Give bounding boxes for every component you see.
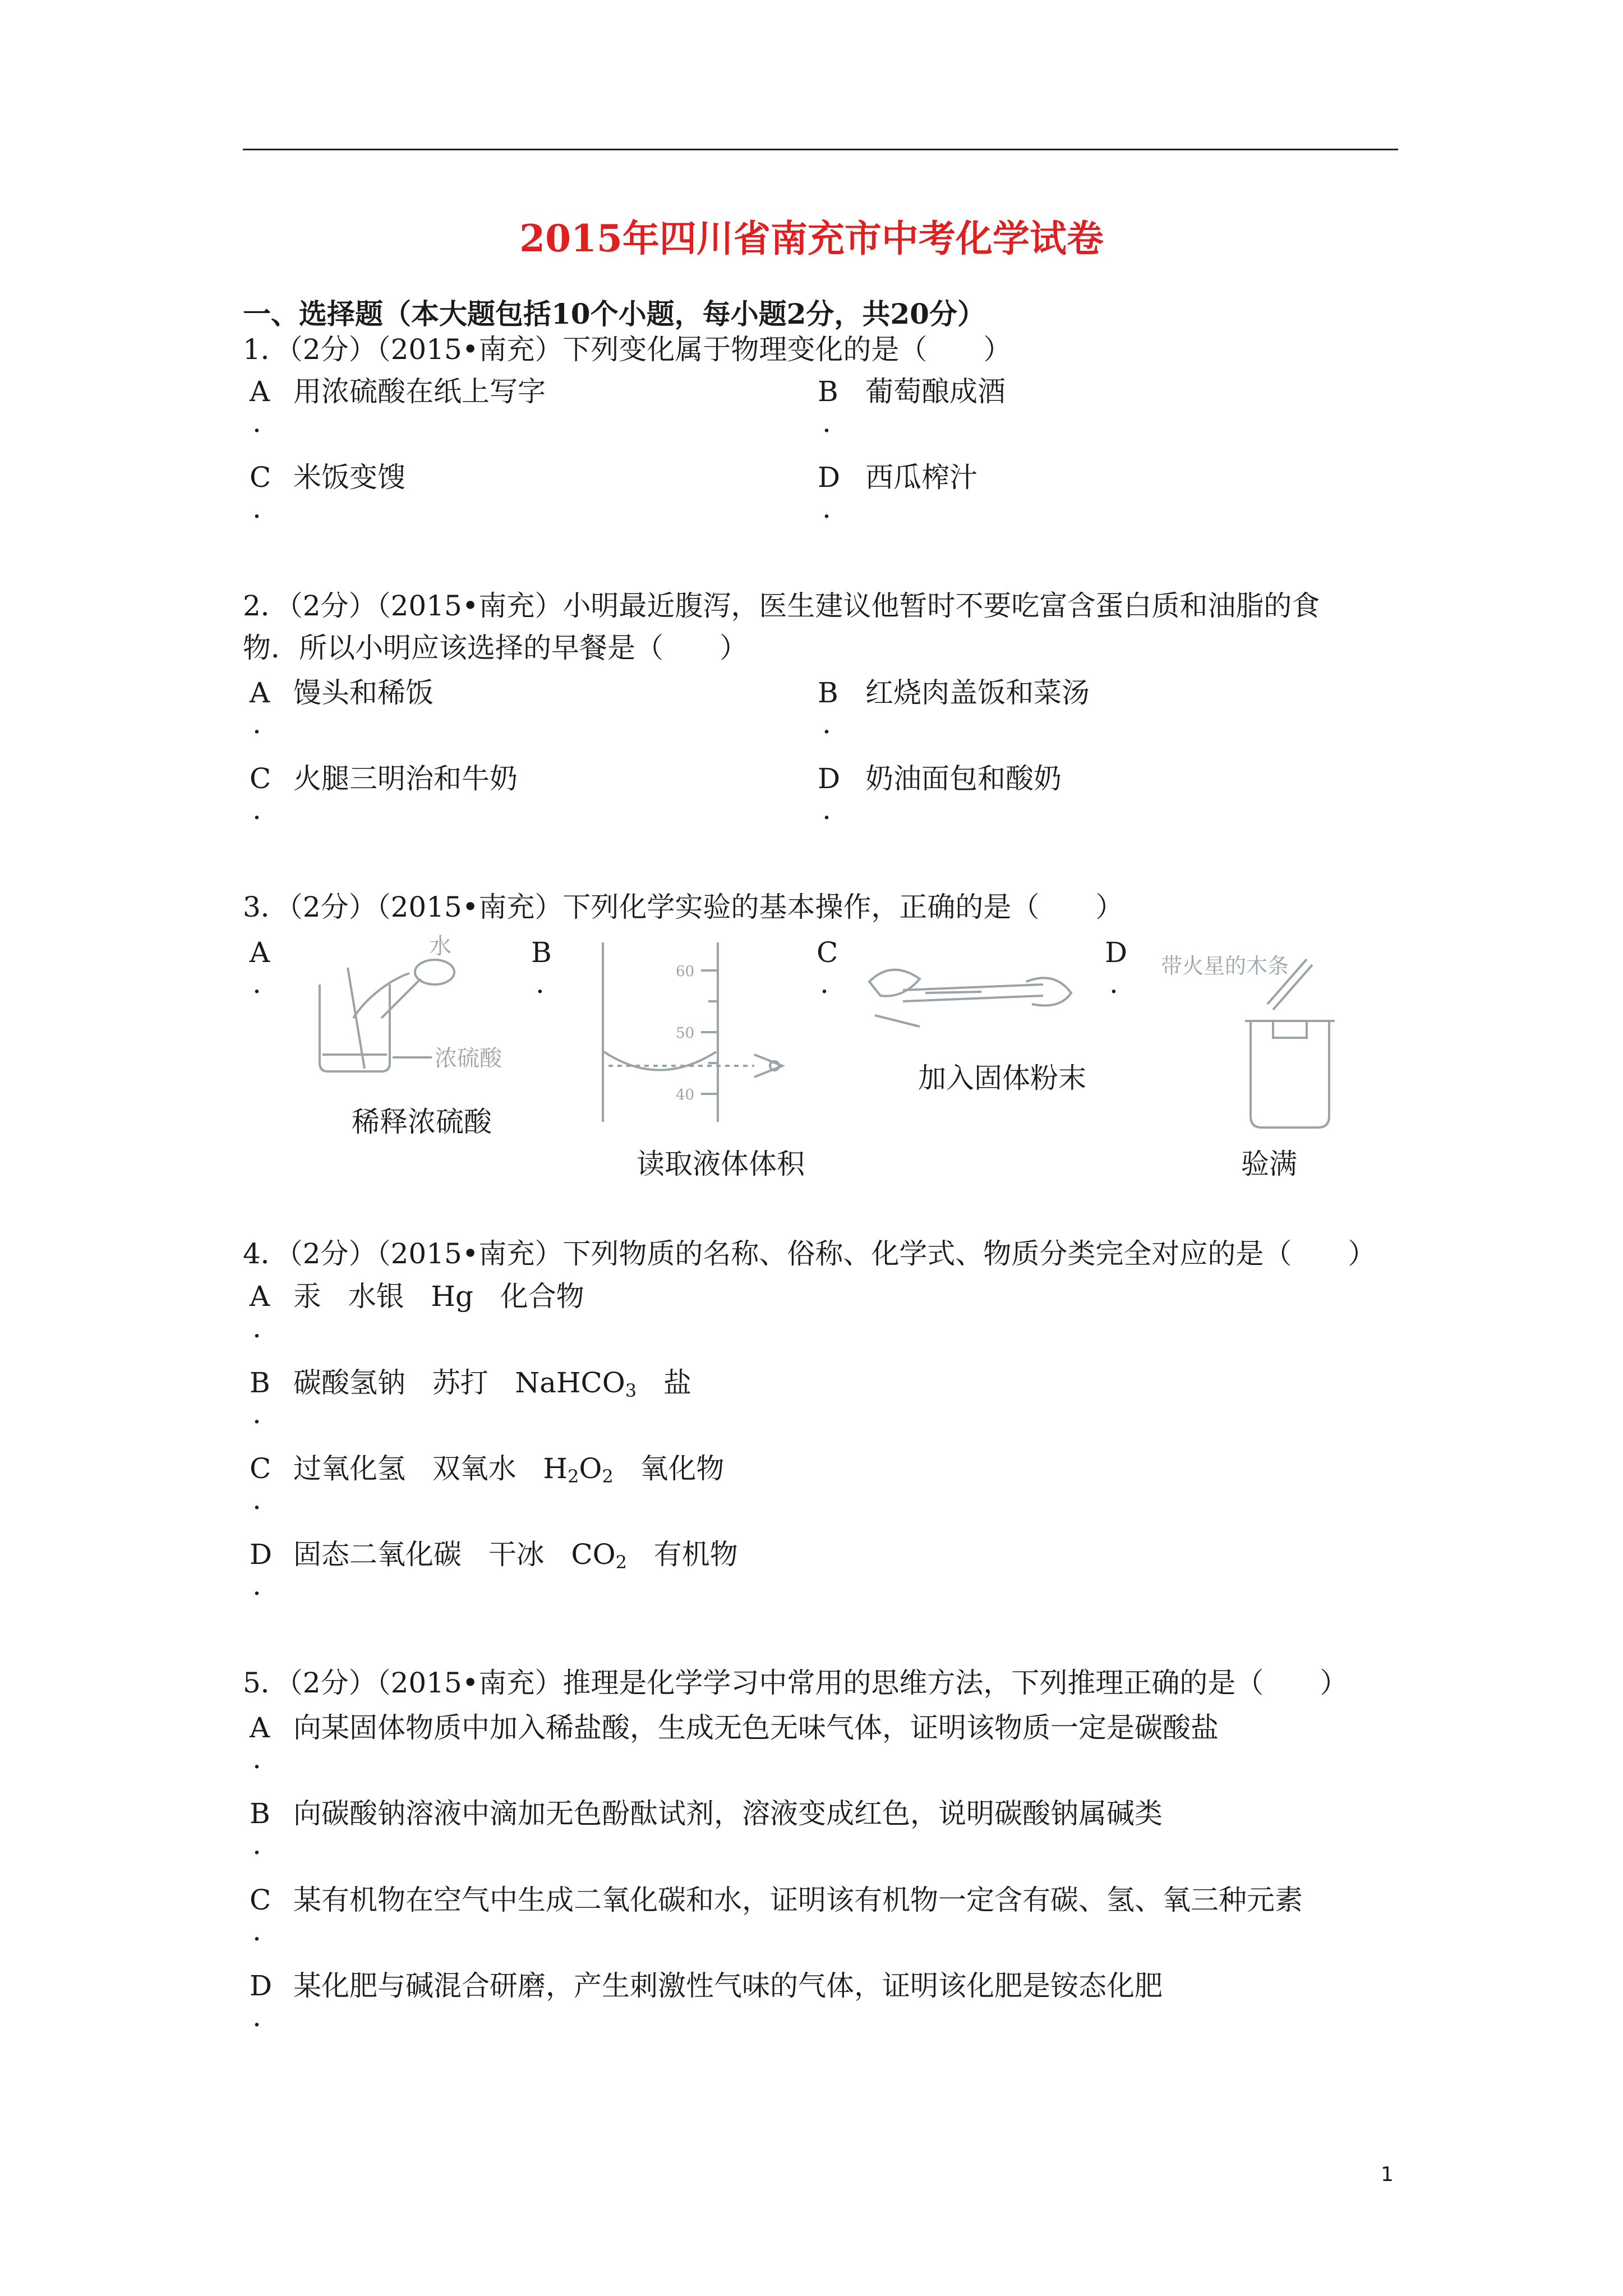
q2-option-b-dot: . bbox=[822, 707, 831, 740]
q5-option-b-text: 向碳酸钠溶液中滴加无色酚酞试剂，溶液变成红色，说明碳酸钠属碱类 bbox=[293, 1797, 1163, 1830]
q4-c-category: 氧化物 bbox=[640, 1452, 725, 1485]
q4-option-c-letter: C bbox=[250, 1452, 271, 1485]
q4-d-name: 固态二氧化碳 bbox=[293, 1538, 462, 1571]
q3-option-a-caption: 稀释浓硫酸 bbox=[352, 1106, 492, 1138]
q2-option-c-text: 火腿三明治和牛奶 bbox=[293, 762, 518, 795]
q3-option-b-caption: 读取液体体积 bbox=[637, 1148, 805, 1180]
cylinder-figure bbox=[597, 937, 810, 1128]
header-rule bbox=[243, 149, 1398, 150]
q2-option-d-dot: . bbox=[822, 793, 831, 826]
q4-c-formula-sub: 2 bbox=[567, 1466, 579, 1487]
q3-option-b-dot: . bbox=[536, 967, 545, 1000]
q3-stem: 3．（2分）（2015•南充）下列化学实验的基本操作，正确的是（ ） bbox=[243, 891, 1124, 923]
q1-stem: 1．（2分）（2015•南充）下列变化属于物理变化的是（ ） bbox=[243, 333, 1012, 366]
fig-a-acid-label: 浓硫酸 bbox=[435, 1046, 502, 1071]
q5-option-c-text: 某有机物在空气中生成二氧化碳和水，证明该有机物一定含有碳、氢、氧三种元素 bbox=[293, 1884, 1303, 1916]
q4-a-formula: Hg bbox=[431, 1280, 473, 1313]
q3-option-b-letter: B bbox=[531, 936, 552, 969]
q2-option-a-text: 馒头和稀饭 bbox=[293, 677, 434, 709]
fig-a-water-label: 水 bbox=[429, 934, 451, 959]
q2-option-b-text: 红烧肉盖饭和菜汤 bbox=[865, 677, 1090, 709]
q4-b-category: 盐 bbox=[663, 1366, 691, 1399]
q2-option-a-dot: . bbox=[252, 707, 261, 740]
q1-option-d-letter: D bbox=[818, 461, 841, 494]
q4-option-b-dot: . bbox=[252, 1397, 261, 1430]
q1-option-c-letter: C bbox=[250, 461, 271, 494]
q4-d-formula: CO bbox=[571, 1538, 616, 1571]
q4-d-common: 干冰 bbox=[488, 1538, 545, 1571]
exam-title: 2015年四川省南充市中考化学试卷 bbox=[519, 217, 1104, 260]
q3-option-c-dot: . bbox=[820, 967, 829, 1000]
q4-c-common: 双氧水 bbox=[432, 1452, 517, 1485]
q4-c-formula-tail: O bbox=[579, 1452, 602, 1485]
q2-option-b-letter: B bbox=[818, 677, 838, 709]
q1-option-b-dot: . bbox=[822, 406, 831, 439]
q5-option-c-letter: C bbox=[250, 1884, 271, 1916]
q5-option-d-text: 某化肥与碱混合研磨，产生刺激性气味的气体，证明该化肥是铵态化肥 bbox=[293, 1970, 1163, 2002]
q4-c-formula-sub2: 2 bbox=[602, 1466, 614, 1487]
q4-option-d-dot: . bbox=[252, 1569, 261, 1602]
cylinder-tick-40: 40 bbox=[676, 1087, 695, 1103]
q4-option-a-row bbox=[293, 1282, 584, 1313]
q4-option-c-row bbox=[293, 1452, 725, 1487]
q1-option-a-letter: A bbox=[250, 375, 270, 408]
q3-option-d-caption: 验满 bbox=[1241, 1148, 1297, 1180]
q5-option-b-letter: B bbox=[250, 1797, 270, 1830]
q1-option-d-dot: . bbox=[822, 492, 831, 524]
q4-option-a-dot: . bbox=[252, 1312, 261, 1344]
q5-option-a-letter: A bbox=[250, 1711, 270, 1744]
q4-c-name: 过氧化氢 bbox=[293, 1452, 405, 1485]
q4-d-category: 有机物 bbox=[653, 1538, 738, 1571]
q3-option-d-letter: D bbox=[1105, 936, 1128, 969]
q3-option-d-dot: . bbox=[1109, 967, 1118, 1000]
q5-option-c-dot: . bbox=[252, 1915, 261, 1947]
q5-option-a-dot: . bbox=[252, 1742, 261, 1775]
q2-option-c-dot: . bbox=[252, 793, 261, 826]
powder-figure bbox=[858, 948, 1082, 1032]
q4-option-d-row bbox=[293, 1540, 738, 1571]
fig-d-splint-label: 带火星的木条 bbox=[1161, 954, 1289, 978]
q4-c-formula: H bbox=[543, 1452, 568, 1485]
q4-option-d-letter: D bbox=[250, 1538, 273, 1571]
page-number: 1 bbox=[1381, 2163, 1394, 2186]
q5-stem: 5．（2分）（2015•南充）推理是化学学习中常用的思维方法，下列推理正确的是（ ） bbox=[243, 1667, 1348, 1699]
q2-option-a-letter: A bbox=[250, 677, 270, 709]
q4-d-formula-sub: 2 bbox=[615, 1552, 627, 1573]
cylinder-tick-60: 60 bbox=[676, 963, 695, 980]
q4-option-b-letter: B bbox=[250, 1366, 270, 1399]
q4-b-formula: NaHCO bbox=[515, 1366, 625, 1399]
q1-option-a-dot: . bbox=[252, 406, 261, 439]
cylinder-tick-50: 50 bbox=[676, 1025, 695, 1042]
q1-option-c-dot: . bbox=[252, 492, 261, 524]
q4-option-b-row bbox=[293, 1366, 691, 1401]
q2-option-c-letter: C bbox=[250, 762, 271, 795]
section-heading: 一、选择题（本大题包括10个小题，每小题2分，共20分） bbox=[243, 297, 985, 330]
q5-option-d-letter: D bbox=[250, 1970, 273, 2002]
q4-stem: 4．（2分）（2015•南充）下列物质的名称、俗称、化学式、物质分类完全对应的是（ ） bbox=[243, 1237, 1376, 1270]
q4-option-a-letter: A bbox=[250, 1280, 270, 1313]
q1-option-b-text: 葡萄酿成酒 bbox=[865, 375, 1006, 408]
q4-a-name: 汞 bbox=[293, 1280, 321, 1313]
q4-b-name: 碳酸氢钠 bbox=[293, 1366, 405, 1399]
q2-option-d-text: 奶油面包和酸奶 bbox=[865, 762, 1062, 795]
q1-option-b-letter: B bbox=[818, 375, 838, 408]
q3-option-c-caption: 加入固体粉末 bbox=[918, 1062, 1086, 1094]
q3-option-a-letter: A bbox=[250, 936, 270, 969]
q4-b-formula-sub: 3 bbox=[625, 1380, 637, 1401]
q3-option-a-dot: . bbox=[252, 967, 261, 1000]
q1-option-d-text: 西瓜榨汁 bbox=[865, 461, 978, 494]
q4-option-c-dot: . bbox=[252, 1483, 261, 1516]
q5-option-b-dot: . bbox=[252, 1828, 261, 1861]
q5-option-d-dot: . bbox=[252, 2000, 261, 2033]
q1-option-c-text: 米饭变馊 bbox=[293, 461, 405, 494]
q2-option-d-letter: D bbox=[818, 762, 841, 795]
dilute-acid-figure bbox=[297, 934, 533, 1080]
q1-option-a-text: 用浓硫酸在纸上写字 bbox=[293, 375, 546, 408]
q4-a-common: 水银 bbox=[348, 1280, 404, 1313]
q4-a-category: 化合物 bbox=[500, 1280, 584, 1313]
q2-stem-line1: 2．（2分）（2015•南充）小明最近腹泻，医生建议他暂时不要吃富含蛋白质和油脂的食 bbox=[243, 590, 1320, 622]
q2-stem-line2: 物．所以小明应该选择的早餐是（ ） bbox=[243, 632, 748, 664]
q4-b-common: 苏打 bbox=[432, 1366, 488, 1399]
q5-option-a-text: 向某固体物质中加入稀盐酸，生成无色无味气体，证明该物质一定是碳酸盐 bbox=[293, 1711, 1219, 1744]
q3-option-c-letter: C bbox=[817, 936, 838, 969]
full-check-figure bbox=[1155, 948, 1346, 1133]
